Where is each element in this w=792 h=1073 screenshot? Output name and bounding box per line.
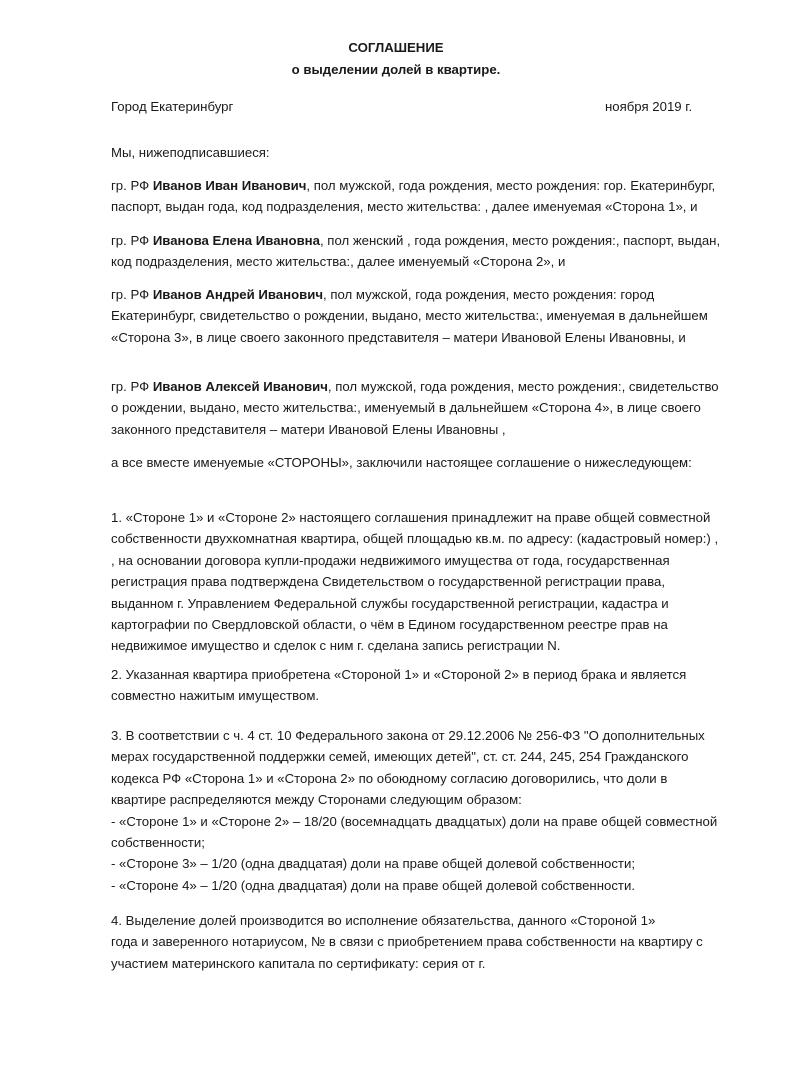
party-1-line-1 xyxy=(111,175,752,196)
clause-1-line: , на основании договора купли-продажи недвижимого имущества от года, государственная xyxy=(111,552,670,568)
clause-3 xyxy=(111,725,752,896)
clause-3-line: кодекса РФ «Сторона 1» и «Сторона 2» по обоюдному согласию договорились, что доли в xyxy=(111,770,668,786)
clause-1-line: 1. «Стороне 1» и «Стороне 2» настоящего соглашения принадлежит на праве общей совместной xyxy=(111,510,711,525)
party-4-paragraph xyxy=(111,376,752,440)
party-3-line-3: «Сторона 3», в лице своего законного представителя – матери Ивановой Елены Ивановны, и xyxy=(111,329,686,345)
clause-1-line: выданном г. Управлением Федеральной службы государственной регистрации, кадастра и xyxy=(111,595,669,611)
party-1-prefix: гр. РФ xyxy=(111,178,153,193)
header-city: Город Екатеринбург xyxy=(111,99,234,114)
party-2-line-2: код подразделения, место жительства:, далее именуемый «Сторона 2», и xyxy=(111,254,566,270)
title-line-2: о выделении долей в квартире. xyxy=(291,62,501,77)
clause-1-line: картографии по Свердловской области, о чём в Едином государственном реестре прав на xyxy=(111,617,668,633)
party-1-line-2: паспорт, выдан года, код подразделения, место жительства: , далее именуемая «Сторона 1», и xyxy=(111,199,698,215)
party-2-prefix: гр. РФ xyxy=(111,233,153,248)
party-2-line-1 xyxy=(111,230,752,251)
document-title xyxy=(0,37,792,81)
clause-3-line: собственности; xyxy=(111,835,205,851)
clause-4-line: 4. Выделение долей производится во исполнение обязательства, данного «Стороной 1» xyxy=(111,913,656,928)
header-date: ноября 2019 г. xyxy=(605,99,693,114)
party-2-rest: , пол женский , года рождения, место рождения:, паспорт, выдан, xyxy=(319,233,721,248)
party-3-line-2: Екатеринбург, свидетельство о рождении, выдано, место жительства:, именуемая в дальнейшем xyxy=(111,308,708,324)
clause-3-line: квартире распределяются между Сторонами следующим образом: xyxy=(111,792,522,808)
clause-2-line: 2. Указанная квартира приобретена «Стороной 1» и «Стороной 2» в период брака и является xyxy=(111,667,687,682)
clause-1-line: недвижимое имущество и сделок с ним г. сделана запись регистрации N. xyxy=(111,638,561,654)
party-4-line-1 xyxy=(111,376,752,397)
clause-3-line: - «Стороне 1» и «Стороне 2» – 18/20 (восемнадцать двадцатых) доли на праве общей совместной xyxy=(111,813,718,829)
clause-2 xyxy=(111,664,752,707)
clause-2-line: совместно нажитым имуществом. xyxy=(111,688,320,704)
clause-3-line: - «Стороне 4» – 1/20 (одна двадцатая) доли на праве общей долевой собственности. xyxy=(111,877,635,893)
clause-3-line: 3. В соответствии с ч. 4 ст. 10 Федерального закона от 29.12.2006 № 256-ФЗ "О дополнительных xyxy=(111,728,705,743)
party-3-rest: , пол мужской, года рождения, место рождения: город xyxy=(323,287,655,302)
party-4-line-2: о рождении, выдано, место жительства:, именуемый в дальнейшем «Сторона 4», в лице своего xyxy=(111,400,701,416)
intro-text: Мы, нижеподписавшиеся: xyxy=(111,145,270,160)
party-3-name: Иванов Андрей Иванович xyxy=(152,287,324,302)
party-2-name: Иванова Елена Ивановна xyxy=(152,233,320,248)
party-4-prefix: гр. РФ xyxy=(111,379,153,394)
clause-1-line: собственности двухкомнатная квартира, общей площадью кв.м. по адресу: (кадастровый номер:) , xyxy=(111,531,719,547)
clause-4 xyxy=(111,910,752,974)
together-paragraph xyxy=(111,452,752,473)
together-text: а все вместе именуемые «СТОРОНЫ», заключили настоящее соглашение о нижеследующем: xyxy=(111,455,692,470)
clause-3-line: - «Стороне 3» – 1/20 (одна двадцатая) доли на праве общей долевой собственности; xyxy=(111,856,635,872)
party-3-prefix: гр. РФ xyxy=(111,287,153,302)
clause-3-line: мерах государственной поддержки семей, имеющих детей", ст. ст. 244, 245, 254 Гражданского xyxy=(111,749,689,765)
clause-4-line: участием материнского капитала по сертификату: серия от г. xyxy=(111,955,486,971)
party-4-name: Иванов Алексей Иванович xyxy=(152,379,328,394)
party-3-paragraph xyxy=(111,284,752,348)
party-1-rest: , пол мужской, года рождения, место рождения: гор. Екатеринбург, xyxy=(306,178,716,193)
party-2-paragraph xyxy=(111,230,752,273)
clause-1 xyxy=(111,507,752,657)
party-4-rest: , пол мужской, года рождения, место рождения:, свидетельство xyxy=(327,379,719,394)
party-4-line-3: законного представителя – матери Ивановой Елены Ивановны , xyxy=(111,421,506,437)
party-3-line-1 xyxy=(111,284,752,305)
title-line-1: СОГЛАШЕНИЕ xyxy=(348,40,444,55)
party-1-paragraph xyxy=(111,175,752,218)
clause-4-line: года и заверенного нотариусом, № в связи с приобретением права собственности на квартиру с xyxy=(111,934,703,950)
intro-paragraph xyxy=(111,142,752,163)
clause-1-line: регистрация права подтверждена Свидетельством о государственной регистрации права, xyxy=(111,574,665,590)
party-1-name: Иванов Иван Иванович xyxy=(152,178,307,193)
